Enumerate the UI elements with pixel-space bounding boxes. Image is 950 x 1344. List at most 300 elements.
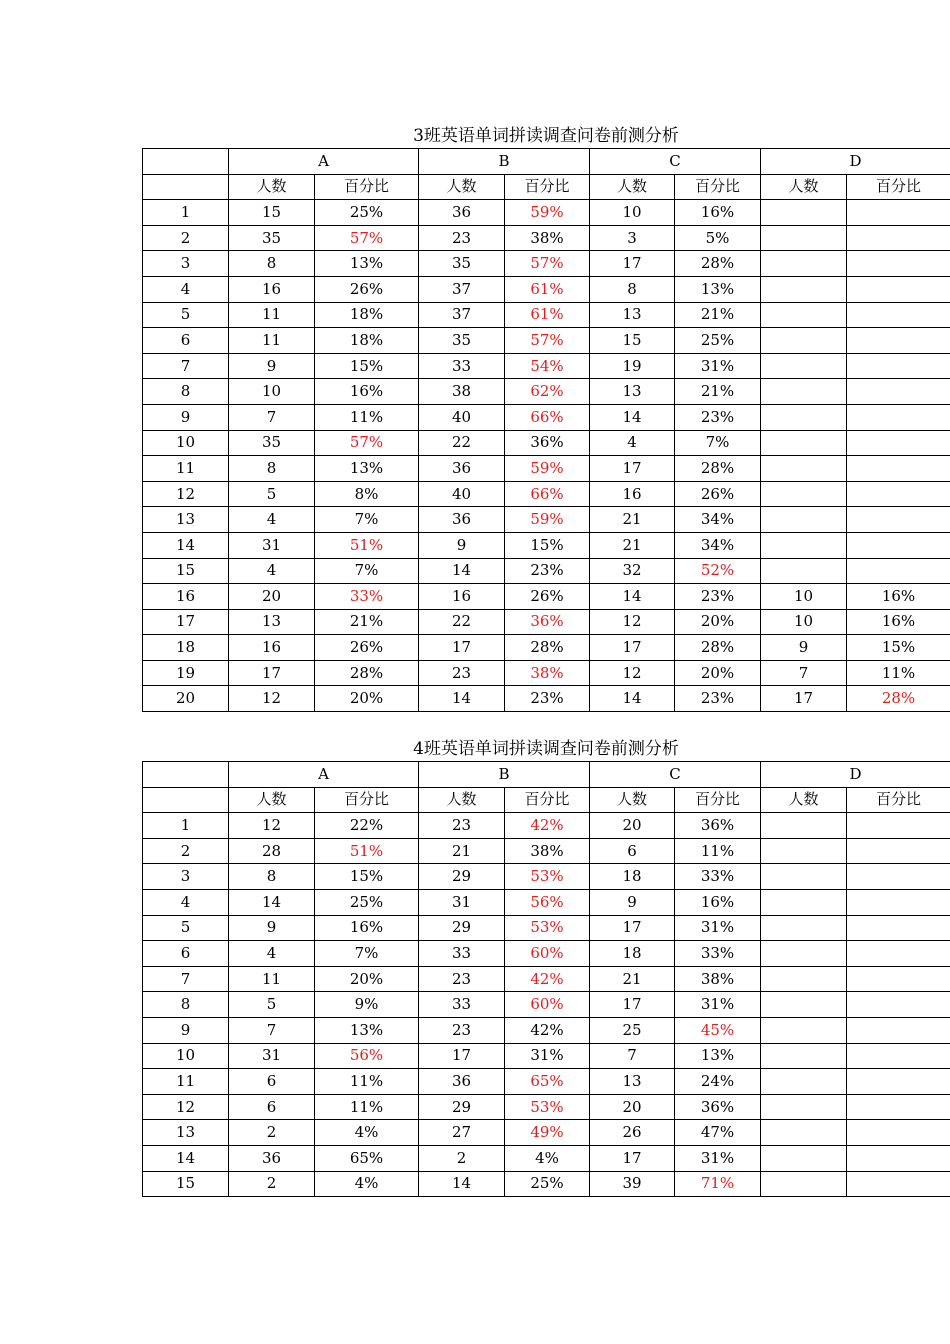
option-header-b: B [419, 762, 590, 788]
question-number: 10 [143, 430, 229, 456]
count-cell: 18 [590, 864, 675, 890]
count-cell: 17 [761, 686, 847, 712]
question-number: 7 [143, 353, 229, 379]
question-number: 19 [143, 660, 229, 686]
table-title: 3班英语单词拼读调查问卷前测分析 [413, 126, 679, 146]
percent-cell [847, 1017, 950, 1043]
percent-cell [847, 889, 950, 915]
question-number: 14 [143, 532, 229, 558]
group-header-row [143, 762, 950, 788]
percent-cell: 57% [505, 328, 590, 354]
count-cell [761, 915, 847, 941]
percent-header: 百分比 [505, 787, 590, 813]
count-cell: 11 [229, 302, 315, 328]
percent-cell: 31% [675, 915, 761, 941]
table-row [143, 941, 950, 967]
count-cell: 9 [229, 353, 315, 379]
count-cell: 20 [590, 1094, 675, 1120]
count-cell [761, 941, 847, 967]
option-header-c: C [590, 149, 761, 175]
count-cell: 14 [590, 404, 675, 430]
question-number: 5 [143, 302, 229, 328]
percent-cell: 34% [675, 507, 761, 533]
percent-cell: 60% [505, 992, 590, 1018]
percent-cell [847, 1120, 950, 1146]
table-row [143, 481, 950, 507]
percent-cell: 7% [675, 430, 761, 456]
question-number: 3 [143, 251, 229, 277]
percent-cell: 56% [505, 889, 590, 915]
percent-cell: 62% [505, 379, 590, 405]
count-cell [761, 1120, 847, 1146]
question-number: 12 [143, 481, 229, 507]
question-number: 11 [143, 456, 229, 482]
percent-cell: 31% [675, 992, 761, 1018]
count-cell: 5 [229, 481, 315, 507]
count-cell: 6 [229, 1069, 315, 1095]
table-row [143, 532, 950, 558]
count-cell [761, 200, 847, 226]
count-cell: 37 [419, 302, 505, 328]
table-row [143, 992, 950, 1018]
count-cell: 7 [229, 404, 315, 430]
percent-cell: 15% [505, 532, 590, 558]
count-header: 人数 [229, 174, 315, 200]
percent-cell: 42% [505, 1017, 590, 1043]
count-cell: 9 [229, 915, 315, 941]
count-cell [761, 813, 847, 839]
percent-cell: 28% [675, 456, 761, 482]
percent-cell [847, 992, 950, 1018]
table-row [143, 379, 950, 405]
count-cell: 40 [419, 481, 505, 507]
count-cell: 36 [419, 200, 505, 226]
percent-cell [847, 251, 950, 277]
count-cell: 27 [419, 1120, 505, 1146]
question-number: 15 [143, 558, 229, 584]
count-cell: 39 [590, 1171, 675, 1197]
percent-cell [847, 430, 950, 456]
count-cell: 11 [229, 328, 315, 354]
percent-cell: 53% [505, 864, 590, 890]
percent-cell: 20% [315, 686, 419, 712]
percent-cell: 57% [315, 430, 419, 456]
question-number: 2 [143, 838, 229, 864]
percent-cell: 36% [675, 1094, 761, 1120]
percent-cell: 23% [675, 584, 761, 610]
count-cell: 14 [590, 686, 675, 712]
percent-cell: 59% [505, 456, 590, 482]
table-row [143, 1145, 950, 1171]
count-cell: 7 [590, 1043, 675, 1069]
percent-cell: 34% [675, 532, 761, 558]
count-cell: 9 [590, 889, 675, 915]
percent-cell [847, 1171, 950, 1197]
count-cell [761, 864, 847, 890]
percent-cell: 33% [675, 864, 761, 890]
count-cell: 12 [590, 609, 675, 635]
question-number: 5 [143, 915, 229, 941]
percent-cell: 33% [315, 584, 419, 610]
count-cell: 16 [229, 276, 315, 302]
count-cell [761, 328, 847, 354]
table-row [143, 507, 950, 533]
option-header-b: B [419, 149, 590, 175]
percent-cell: 11% [675, 838, 761, 864]
percent-cell: 21% [675, 379, 761, 405]
count-cell [761, 225, 847, 251]
count-cell: 14 [419, 686, 505, 712]
percent-cell [847, 941, 950, 967]
percent-cell: 66% [505, 404, 590, 430]
percent-cell [847, 1145, 950, 1171]
percent-cell [847, 1043, 950, 1069]
count-cell: 9 [419, 532, 505, 558]
count-cell: 15 [229, 200, 315, 226]
question-number: 20 [143, 686, 229, 712]
count-cell: 10 [229, 379, 315, 405]
percent-cell: 28% [505, 635, 590, 661]
percent-cell: 42% [505, 813, 590, 839]
percent-cell: 13% [675, 276, 761, 302]
count-cell: 17 [229, 660, 315, 686]
count-cell [761, 838, 847, 864]
count-cell: 18 [590, 941, 675, 967]
percent-cell: 18% [315, 302, 419, 328]
percent-cell: 13% [315, 251, 419, 277]
count-cell: 13 [590, 379, 675, 405]
percent-cell: 45% [675, 1017, 761, 1043]
percent-cell [847, 225, 950, 251]
question-number: 14 [143, 1145, 229, 1171]
percent-cell [847, 966, 950, 992]
count-cell: 36 [419, 1069, 505, 1095]
percent-cell: 16% [675, 889, 761, 915]
question-number: 10 [143, 1043, 229, 1069]
count-cell: 17 [590, 915, 675, 941]
percent-cell: 53% [505, 1094, 590, 1120]
table-row [143, 686, 950, 712]
percent-cell: 15% [847, 635, 950, 661]
count-cell: 17 [590, 992, 675, 1018]
count-cell: 3 [590, 225, 675, 251]
count-cell [761, 251, 847, 277]
count-cell: 21 [419, 838, 505, 864]
subheader-row [143, 174, 950, 200]
count-cell: 17 [590, 635, 675, 661]
percent-cell [847, 276, 950, 302]
count-cell: 10 [761, 609, 847, 635]
count-cell: 14 [229, 889, 315, 915]
table-row [143, 1120, 950, 1146]
corner-cell [143, 762, 229, 788]
table-row [143, 864, 950, 890]
percent-cell: 61% [505, 302, 590, 328]
question-number: 6 [143, 941, 229, 967]
percent-cell: 16% [847, 584, 950, 610]
table-row [143, 813, 950, 839]
question-number: 18 [143, 635, 229, 661]
question-number: 9 [143, 404, 229, 430]
table-row [143, 660, 950, 686]
percent-cell: 36% [505, 609, 590, 635]
table-row [143, 584, 950, 610]
table-row [143, 838, 950, 864]
question-number: 13 [143, 1120, 229, 1146]
percent-cell: 65% [315, 1145, 419, 1171]
percent-cell: 33% [675, 941, 761, 967]
option-header-d: D [761, 762, 950, 788]
count-cell: 14 [419, 1171, 505, 1197]
count-cell: 14 [590, 584, 675, 610]
count-cell: 29 [419, 864, 505, 890]
corner-cell [143, 174, 229, 200]
table-row [143, 609, 950, 635]
class4-survey [142, 737, 950, 1197]
percent-cell: 38% [505, 225, 590, 251]
percent-cell: 11% [847, 660, 950, 686]
percent-cell: 26% [315, 635, 419, 661]
percent-cell [847, 456, 950, 482]
table-title: 4班英语单词拼读调查问卷前测分析 [413, 739, 679, 759]
question-number: 13 [143, 507, 229, 533]
count-cell: 15 [590, 328, 675, 354]
count-cell: 29 [419, 1094, 505, 1120]
count-cell [761, 1145, 847, 1171]
count-cell [761, 507, 847, 533]
table-row [143, 889, 950, 915]
count-cell [761, 966, 847, 992]
percent-cell: 49% [505, 1120, 590, 1146]
percent-cell: 26% [315, 276, 419, 302]
count-cell: 4 [229, 558, 315, 584]
percent-cell: 25% [315, 200, 419, 226]
count-cell: 2 [419, 1145, 505, 1171]
percent-cell: 31% [675, 353, 761, 379]
table-row [143, 1017, 950, 1043]
question-number: 12 [143, 1094, 229, 1120]
percent-cell: 31% [505, 1043, 590, 1069]
percent-cell: 11% [315, 1069, 419, 1095]
question-number: 1 [143, 200, 229, 226]
count-cell: 7 [229, 1017, 315, 1043]
count-cell: 21 [590, 532, 675, 558]
percent-cell: 24% [675, 1069, 761, 1095]
table-row [143, 1094, 950, 1120]
question-number: 11 [143, 1069, 229, 1095]
percent-cell: 38% [505, 838, 590, 864]
percent-cell: 52% [675, 558, 761, 584]
question-number: 9 [143, 1017, 229, 1043]
table-row [143, 966, 950, 992]
count-cell: 11 [229, 966, 315, 992]
percent-cell: 11% [315, 1094, 419, 1120]
count-cell [761, 302, 847, 328]
count-cell: 16 [590, 481, 675, 507]
corner-cell [143, 149, 229, 175]
table-row [143, 276, 950, 302]
percent-cell: 59% [505, 200, 590, 226]
percent-cell: 42% [505, 966, 590, 992]
percent-cell: 59% [505, 507, 590, 533]
percent-header: 百分比 [505, 174, 590, 200]
percent-cell [847, 379, 950, 405]
count-cell: 8 [229, 251, 315, 277]
count-cell: 35 [419, 251, 505, 277]
option-header-a: A [229, 762, 419, 788]
percent-cell: 57% [315, 225, 419, 251]
count-cell: 40 [419, 404, 505, 430]
percent-cell [847, 353, 950, 379]
percent-cell: 31% [675, 1145, 761, 1171]
count-cell: 4 [590, 430, 675, 456]
count-cell: 13 [229, 609, 315, 635]
percent-cell [847, 200, 950, 226]
table-row [143, 558, 950, 584]
table-row [143, 456, 950, 482]
count-cell [761, 1043, 847, 1069]
question-number: 7 [143, 966, 229, 992]
count-cell: 16 [229, 635, 315, 661]
count-cell [761, 430, 847, 456]
percent-cell: 60% [505, 941, 590, 967]
percent-cell: 38% [505, 660, 590, 686]
count-cell: 35 [229, 225, 315, 251]
count-cell: 17 [590, 456, 675, 482]
question-number: 3 [143, 864, 229, 890]
count-cell: 21 [590, 507, 675, 533]
question-number: 8 [143, 992, 229, 1018]
percent-cell [847, 864, 950, 890]
table-row [143, 1069, 950, 1095]
percent-cell [847, 1069, 950, 1095]
count-cell: 35 [419, 328, 505, 354]
count-cell: 23 [419, 966, 505, 992]
question-number: 4 [143, 276, 229, 302]
percent-cell: 11% [315, 404, 419, 430]
percent-cell: 54% [505, 353, 590, 379]
percent-cell: 5% [675, 225, 761, 251]
percent-cell [847, 532, 950, 558]
count-cell: 35 [229, 430, 315, 456]
percent-cell: 13% [675, 1043, 761, 1069]
percent-cell: 57% [505, 251, 590, 277]
percent-cell: 26% [675, 481, 761, 507]
percent-cell: 8% [315, 481, 419, 507]
count-header: 人数 [419, 787, 505, 813]
percent-cell [847, 404, 950, 430]
percent-cell: 28% [315, 660, 419, 686]
count-cell [761, 456, 847, 482]
question-number: 1 [143, 813, 229, 839]
count-cell: 33 [419, 992, 505, 1018]
question-number: 4 [143, 889, 229, 915]
count-cell: 37 [419, 276, 505, 302]
percent-cell: 38% [675, 966, 761, 992]
percent-cell: 15% [315, 353, 419, 379]
count-cell [761, 1171, 847, 1197]
percent-cell [847, 558, 950, 584]
percent-cell: 66% [505, 481, 590, 507]
count-cell: 6 [229, 1094, 315, 1120]
percent-cell [847, 328, 950, 354]
percent-cell: 22% [315, 813, 419, 839]
percent-cell: 53% [505, 915, 590, 941]
percent-header: 百分比 [315, 174, 419, 200]
count-cell: 9 [761, 635, 847, 661]
table-row [143, 635, 950, 661]
percent-cell: 21% [315, 609, 419, 635]
table-row [143, 915, 950, 941]
table-row [143, 251, 950, 277]
percent-header: 百分比 [315, 787, 419, 813]
count-cell: 10 [761, 584, 847, 610]
count-cell: 4 [229, 941, 315, 967]
table-row [143, 302, 950, 328]
percent-cell: 56% [315, 1043, 419, 1069]
count-header: 人数 [590, 174, 675, 200]
count-header: 人数 [761, 174, 847, 200]
percent-cell: 7% [315, 941, 419, 967]
percent-header: 百分比 [675, 787, 761, 813]
count-cell: 33 [419, 941, 505, 967]
percent-cell: 51% [315, 532, 419, 558]
count-cell: 8 [590, 276, 675, 302]
count-cell: 20 [229, 584, 315, 610]
count-header: 人数 [229, 787, 315, 813]
percent-header: 百分比 [847, 787, 950, 813]
count-cell: 23 [419, 660, 505, 686]
count-cell: 13 [590, 1069, 675, 1095]
count-cell: 23 [419, 1017, 505, 1043]
count-cell: 32 [590, 558, 675, 584]
count-header: 人数 [419, 174, 505, 200]
count-cell: 13 [590, 302, 675, 328]
percent-cell: 15% [315, 864, 419, 890]
count-cell: 12 [229, 813, 315, 839]
percent-header: 百分比 [847, 174, 950, 200]
count-cell: 21 [590, 966, 675, 992]
percent-cell: 16% [315, 915, 419, 941]
count-cell: 29 [419, 915, 505, 941]
count-cell: 22 [419, 609, 505, 635]
percent-header: 百分比 [675, 174, 761, 200]
count-cell: 17 [590, 1145, 675, 1171]
corner-cell [143, 787, 229, 813]
percent-cell: 16% [315, 379, 419, 405]
question-number: 16 [143, 584, 229, 610]
option-header-a: A [229, 149, 419, 175]
percent-cell: 28% [675, 635, 761, 661]
count-cell [761, 276, 847, 302]
percent-cell [847, 813, 950, 839]
percent-cell: 20% [315, 966, 419, 992]
count-cell: 5 [229, 992, 315, 1018]
percent-cell: 16% [847, 609, 950, 635]
count-cell: 31 [229, 1043, 315, 1069]
percent-cell: 7% [315, 558, 419, 584]
count-cell: 17 [590, 251, 675, 277]
count-cell: 36 [229, 1145, 315, 1171]
count-cell: 25 [590, 1017, 675, 1043]
percent-cell [847, 507, 950, 533]
count-cell [761, 353, 847, 379]
option-header-d: D [761, 149, 950, 175]
count-header: 人数 [761, 787, 847, 813]
percent-cell: 51% [315, 838, 419, 864]
count-cell: 8 [229, 864, 315, 890]
count-cell: 4 [229, 507, 315, 533]
